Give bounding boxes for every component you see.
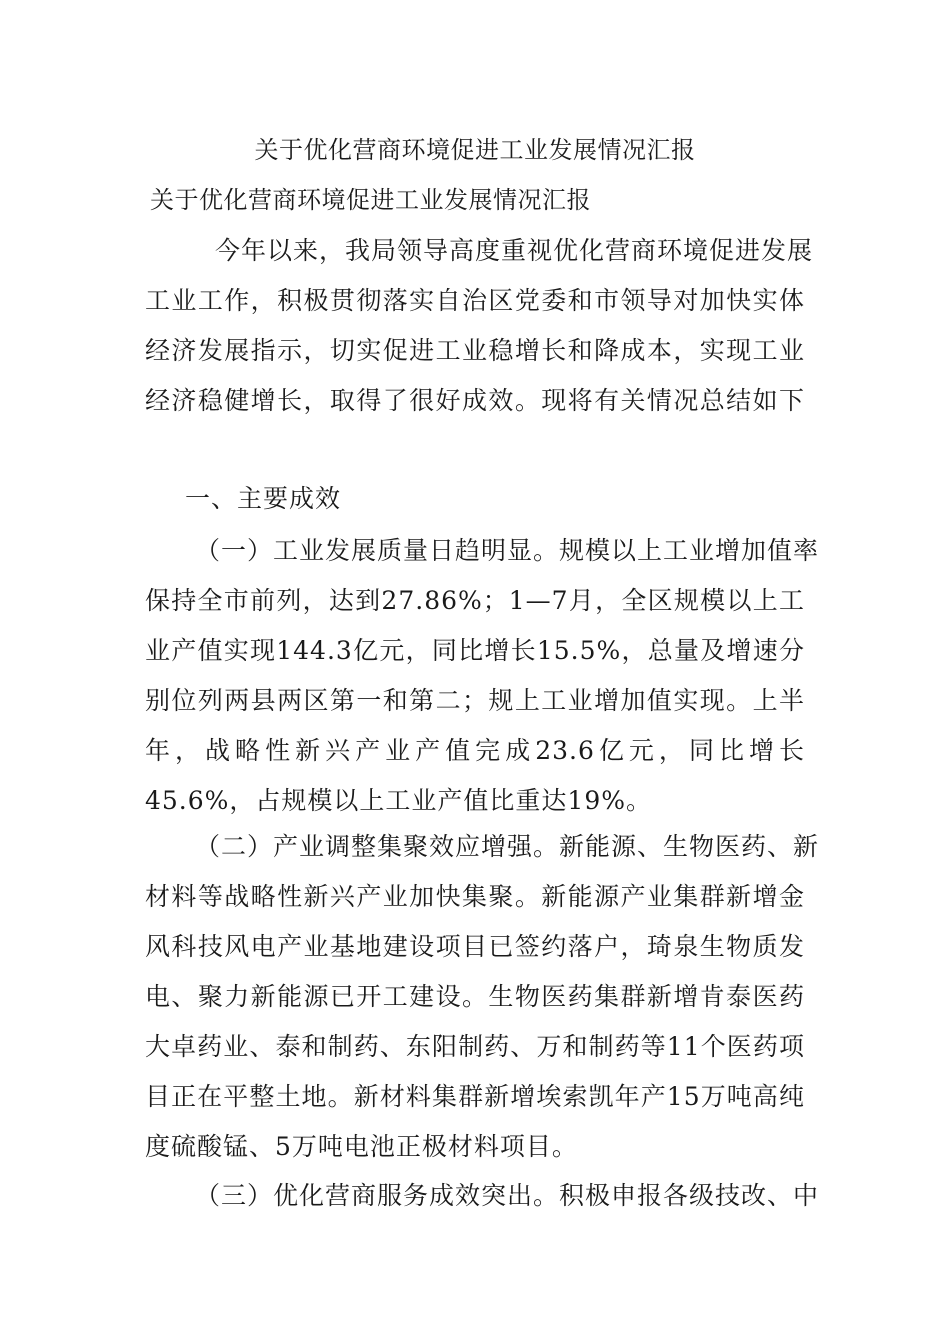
section-heading: 一、主要成效 — [185, 484, 342, 513]
intro-line: 今年以来，我局领导高度重视优化营商环境促进发展 — [215, 236, 814, 265]
paragraph-line: 风科技风电产业基地建设项目已签约落户，琦泉生物质发 — [145, 932, 805, 961]
paragraph-industry-quality — [145, 526, 820, 826]
paragraph-line: 电、聚力新能源已开工建设。生物医药集群新增肯泰医药 — [145, 982, 805, 1011]
paragraph-line: （一）工业发展质量日趋明显。规模以上工业增加值率 — [195, 536, 820, 565]
paragraph-line: 别位列两县两区第一和第二；规上工业增加值实现。上半 — [145, 686, 805, 715]
intro-line: 经济稳健增长，取得了很好成效。现将有关情况总结如下 — [145, 386, 805, 415]
paragraph-line: 材料等战略性新兴产业加快集聚。新能源产业集群新增金 — [145, 882, 805, 911]
paragraph-line: （三）优化营商服务成效突出。积极申报各级技改、中 — [195, 1181, 820, 1210]
paragraph-line: 目正在平整土地。新材料集群新增埃索凯年产15万吨高纯 — [145, 1082, 805, 1111]
paragraph-industry-cluster — [145, 822, 820, 1172]
paragraph-line: 大卓药业、泰和制药、东阳制药、万和制药等11个医药项 — [145, 1032, 805, 1061]
intro-line: 工业工作，积极贯彻落实自治区党委和市领导对加快实体 — [145, 286, 805, 315]
paragraph-business-service — [145, 1171, 820, 1221]
paragraph-line: 业产值实现144.3亿元，同比增长15.5%，总量及增速分 — [145, 636, 805, 665]
paragraph-line: 保持全市前列，达到27.86%；1—7月，全区规模以上工 — [145, 586, 805, 615]
document-subtitle: 关于优化营商环境促进工业发展情况汇报 — [150, 186, 591, 214]
paragraph-line: （二）产业调整集聚效应增强。新能源、生物医药、新 — [195, 832, 820, 861]
paragraph-line: 45.6%，占规模以上工业产值比重达19%。 — [145, 786, 652, 815]
intro-paragraph — [145, 226, 814, 426]
document-title: 关于优化营商环境促进工业发展情况汇报 — [254, 136, 696, 164]
intro-line: 经济发展指示，切实促进工业稳增长和降成本，实现工业 — [145, 336, 805, 365]
paragraph-line: 度硫酸锰、5万吨电池正极材料项目。 — [145, 1132, 578, 1161]
paragraph-line: 年，战略性新兴产业产值完成23.6亿元，同比增长 — [145, 736, 805, 765]
